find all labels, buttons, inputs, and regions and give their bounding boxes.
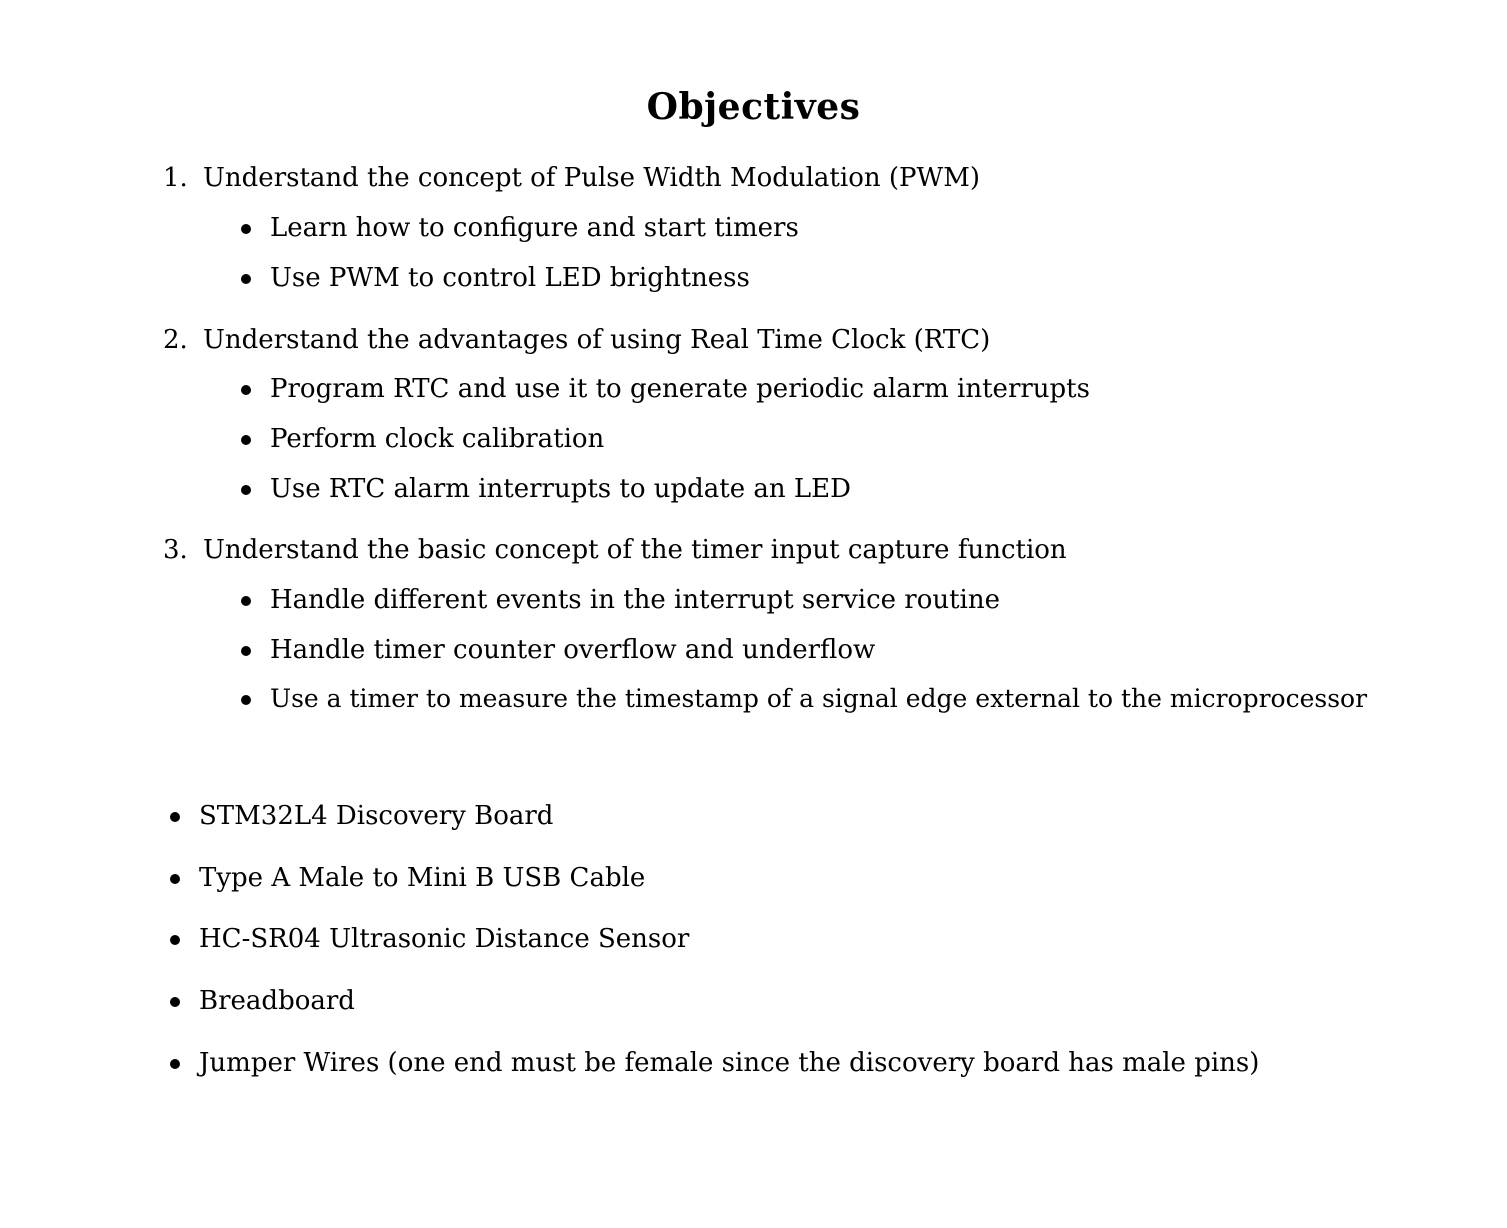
bullet-icon xyxy=(170,935,180,945)
material-item-1: STM32L4 Discovery Board xyxy=(199,801,554,831)
bullet-icon xyxy=(241,385,251,395)
bullet-icon xyxy=(170,812,180,822)
material-item-3: HC-SR04 Ultrasonic Distance Sensor xyxy=(199,924,690,954)
objective-1-text: Understand the concept of Pulse Width Modulation (PWM) xyxy=(203,163,980,193)
objective-3-bullet-3: Use a timer to measure the timestamp of a signal edge external to the microprocessor xyxy=(270,684,1368,713)
bullet-icon xyxy=(241,646,251,656)
bullet-icon xyxy=(241,485,251,495)
objective-3-number: 3. xyxy=(163,535,188,565)
material-item-5: Jumper Wires (one end must be female since the discovery board has male pins) xyxy=(199,1048,1260,1078)
objective-3-text: Understand the basic concept of the timer input capture function xyxy=(203,535,1067,565)
bullet-icon xyxy=(170,1059,180,1069)
objective-3-bullet-2: Handle timer counter overflow and underflow xyxy=(270,635,876,665)
objective-2-number: 2. xyxy=(163,325,188,355)
objective-1-bullet-2: Use PWM to control LED brightness xyxy=(270,263,750,293)
objective-2-text: Understand the advantages of using Real Time Clock (RTC) xyxy=(203,325,991,355)
bullet-icon xyxy=(241,224,251,234)
bullet-icon xyxy=(241,596,251,606)
bullet-icon xyxy=(241,695,251,705)
page-title: Objectives xyxy=(646,86,861,128)
bullet-icon xyxy=(170,874,180,884)
objective-2-bullet-1: Program RTC and use it to generate periodic alarm interrupts xyxy=(270,374,1090,404)
material-item-4: Breadboard xyxy=(199,986,355,1016)
objective-2-bullet-3: Use RTC alarm interrupts to update an LED xyxy=(270,474,851,504)
objective-2-bullet-2: Perform clock calibration xyxy=(270,424,605,454)
objective-1-bullet-1: Learn how to configure and start timers xyxy=(270,213,799,243)
bullet-icon xyxy=(241,435,251,445)
bullet-icon xyxy=(170,997,180,1007)
objective-3-bullet-1: Handle different events in the interrupt service routine xyxy=(270,585,1001,615)
bullet-icon xyxy=(241,274,251,284)
material-item-2: Type A Male to Mini B USB Cable xyxy=(199,863,646,893)
objective-1-number: 1. xyxy=(163,163,188,193)
